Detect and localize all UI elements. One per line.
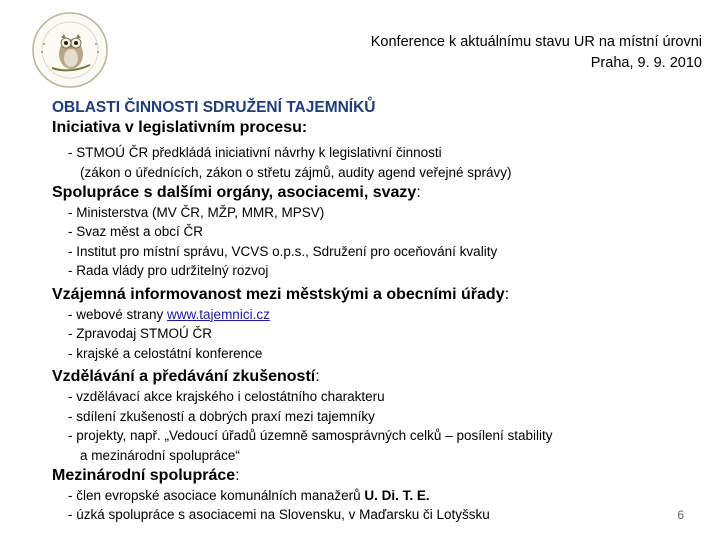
list-item: - úzká spolupráce s asociacemi na Slovensku, v Maďarsku či Lotyšsku [68, 507, 490, 522]
association-acronym: U. Di. T. E. [364, 487, 430, 503]
list-item: - Institut pro místní správu, VCVS o.p.s., Sdružení pro oceňování kvality [68, 243, 498, 259]
slide-content [52, 98, 702, 525]
list-item [52, 486, 702, 506]
list-item: - vzdělávací akce krajského i celostátního charakteru [68, 389, 385, 404]
list-item [52, 305, 702, 325]
list-item-text: - člen evropské asociace komunálních manažerů [68, 487, 365, 503]
section-heading-legislation: Iniciativa v legislativním procesu: [52, 119, 308, 136]
conference-title: Konference k aktuálnímu stavu UR na místní úrovni [370, 34, 702, 50]
list-item: - STMOÚ ČR předkládá iniciativní návrhy k legislativní činnosti [68, 145, 442, 160]
list-item-continuation: a mezinárodní spolupráce“ [80, 447, 240, 463]
list-item: - krajské a celostátní konference [68, 345, 263, 361]
list-item: - Zpravodaj STMOÚ ČR [68, 326, 213, 341]
owl-logo-icon [30, 10, 110, 90]
list-item-continuation: (zákon o úřednících, zákon o střetu zájmů, audity agend veřejné správy) [80, 164, 512, 180]
section-heading-cooperation [52, 182, 702, 203]
section-heading-education [52, 366, 702, 387]
page-number: 6 [677, 508, 684, 522]
association-logo [30, 10, 110, 90]
section-heading-international [52, 465, 702, 486]
list-item: - sdílení zkušeností a dobrých praxí mezi tajemníky [68, 408, 375, 424]
heading-colon: : [416, 183, 421, 201]
conference-header [371, 32, 702, 74]
list-item: - projekty, např. „Vedoucí úřadů územně samosprávných celků – posílení stability [68, 428, 553, 443]
section-heading-text: Mezinárodní spolupráce [52, 466, 236, 484]
section-heading-text: Vzdělávání a předávání zkušeností [52, 368, 316, 385]
list-item: - Rada vlády pro udržitelný rozvoj [68, 263, 269, 278]
heading-colon: : [315, 368, 320, 385]
conference-place-date: Praha, 9. 9. 2010 [590, 55, 702, 71]
list-item: - Svaz měst a obcí ČR [68, 224, 204, 239]
slide-title: OBLASTI ČINNOSTI SDRUŽENÍ TAJEMNÍKŮ [52, 99, 376, 116]
list-item-text: - webové strany [68, 306, 168, 322]
list-item: - Ministerstva (MV ČR, MŽP, MMR, MPSV) [68, 204, 325, 220]
heading-colon: : [504, 285, 510, 303]
section-heading-text: Vzájemná informovanost mezi městskými a obecními úřady [52, 285, 505, 303]
section-heading-information [52, 284, 702, 305]
website-link[interactable]: www.tajemnici.cz [167, 306, 270, 322]
heading-colon: : [235, 466, 240, 484]
section-heading-text: Spolupráce s dalšími orgány, asociacemi, svazy [52, 183, 417, 201]
